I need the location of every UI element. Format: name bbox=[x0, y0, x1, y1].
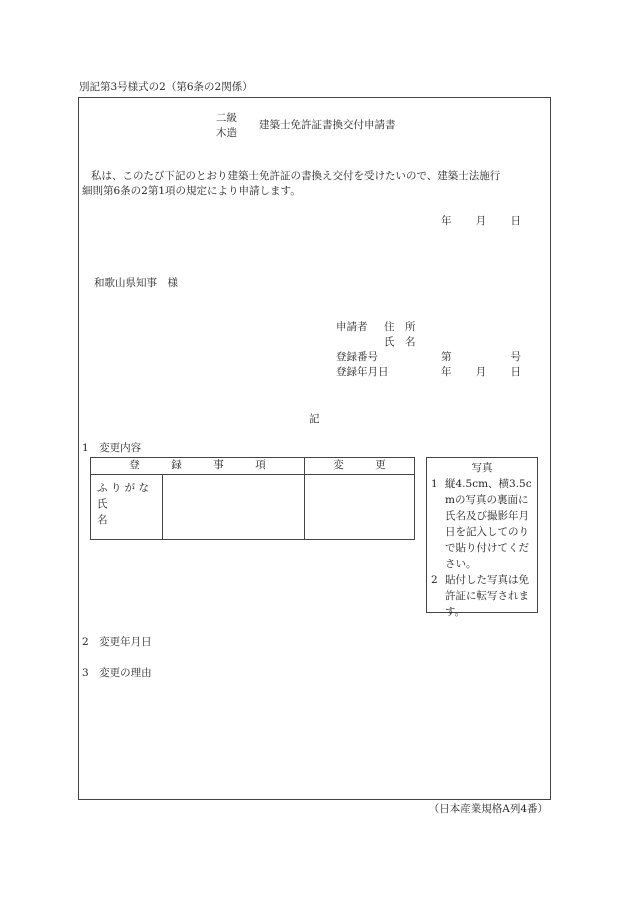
addressee: 和歌山県知事 様 bbox=[94, 277, 178, 289]
registration-date-field bbox=[441, 365, 521, 380]
license-grade-top: 二級 bbox=[216, 112, 237, 124]
photo-title: 写真 bbox=[471, 462, 493, 474]
body-text-line-2: 細則第6条の2第1項の規定により申請します。 bbox=[82, 185, 301, 197]
date-year-label: 年 bbox=[441, 215, 452, 227]
reg-number-prefix: 第 bbox=[441, 351, 452, 363]
photo-note-2-number: 2 bbox=[431, 574, 438, 586]
name-row-label: 氏 名 bbox=[97, 498, 150, 526]
applicant-label: 申請者 bbox=[336, 321, 368, 333]
reg-date-year-label: 年 bbox=[441, 366, 452, 378]
photo-note-1 bbox=[431, 476, 533, 572]
ki-heading: 記 bbox=[309, 413, 320, 425]
registered-item-header: 登 録 事 項 bbox=[91, 458, 305, 475]
photo-note-1-text: 縦4.5cm、横3.5cmの写真の裏面に氏名及び撮影年月日を記入してのりで貼り付けてください。 bbox=[445, 478, 532, 570]
license-grade-bottom: 木造 bbox=[216, 127, 237, 139]
photo-note-2-text: 貼付した写真は免許証に転写されます。 bbox=[445, 574, 529, 618]
registered-item-cell bbox=[91, 475, 305, 540]
photo-box bbox=[426, 457, 538, 618]
section-change-contents: 1 変更内容 bbox=[82, 442, 142, 454]
registered-value-cell[interactable] bbox=[163, 475, 304, 539]
photo-note-2 bbox=[431, 572, 533, 620]
reg-date-month-label: 月 bbox=[475, 366, 487, 378]
document-title: 建築士免許証書換交付申請書 bbox=[259, 119, 396, 131]
address-label: 住 所 bbox=[384, 321, 416, 333]
form-reference: 別記第3号様式の2（第6条の2関係） bbox=[79, 81, 253, 93]
name-label: 氏 名 bbox=[384, 336, 416, 348]
photo-note-1-number: 1 bbox=[431, 478, 438, 490]
reg-date-day-label: 日 bbox=[510, 366, 521, 378]
date-month-label: 月 bbox=[475, 215, 487, 227]
registration-date-label: 登録年月日 bbox=[336, 366, 389, 378]
form-frame bbox=[78, 97, 551, 800]
change-header: 変 更 bbox=[305, 458, 415, 475]
change-table bbox=[90, 457, 415, 540]
change-value-cell[interactable] bbox=[305, 475, 415, 540]
date-day-label: 日 bbox=[510, 215, 521, 227]
reg-number-suffix: 号 bbox=[510, 351, 521, 363]
furigana-label: ふ り が な bbox=[97, 482, 150, 494]
row-label-block bbox=[91, 475, 163, 539]
section-change-reason: 3 変更の理由 bbox=[82, 667, 152, 679]
registration-number-field bbox=[441, 350, 521, 365]
section-change-date: 2 変更年月日 bbox=[82, 636, 152, 648]
body-text-line-1: 私は、このたび下記のとおり建築士免許証の書換え交付を受けたいので、建築士法施行 bbox=[91, 170, 501, 182]
registration-number-label: 登録番号 bbox=[336, 351, 378, 363]
paper-size-footer: （日本産業規格A列4番） bbox=[428, 803, 548, 815]
application-date bbox=[441, 214, 521, 229]
